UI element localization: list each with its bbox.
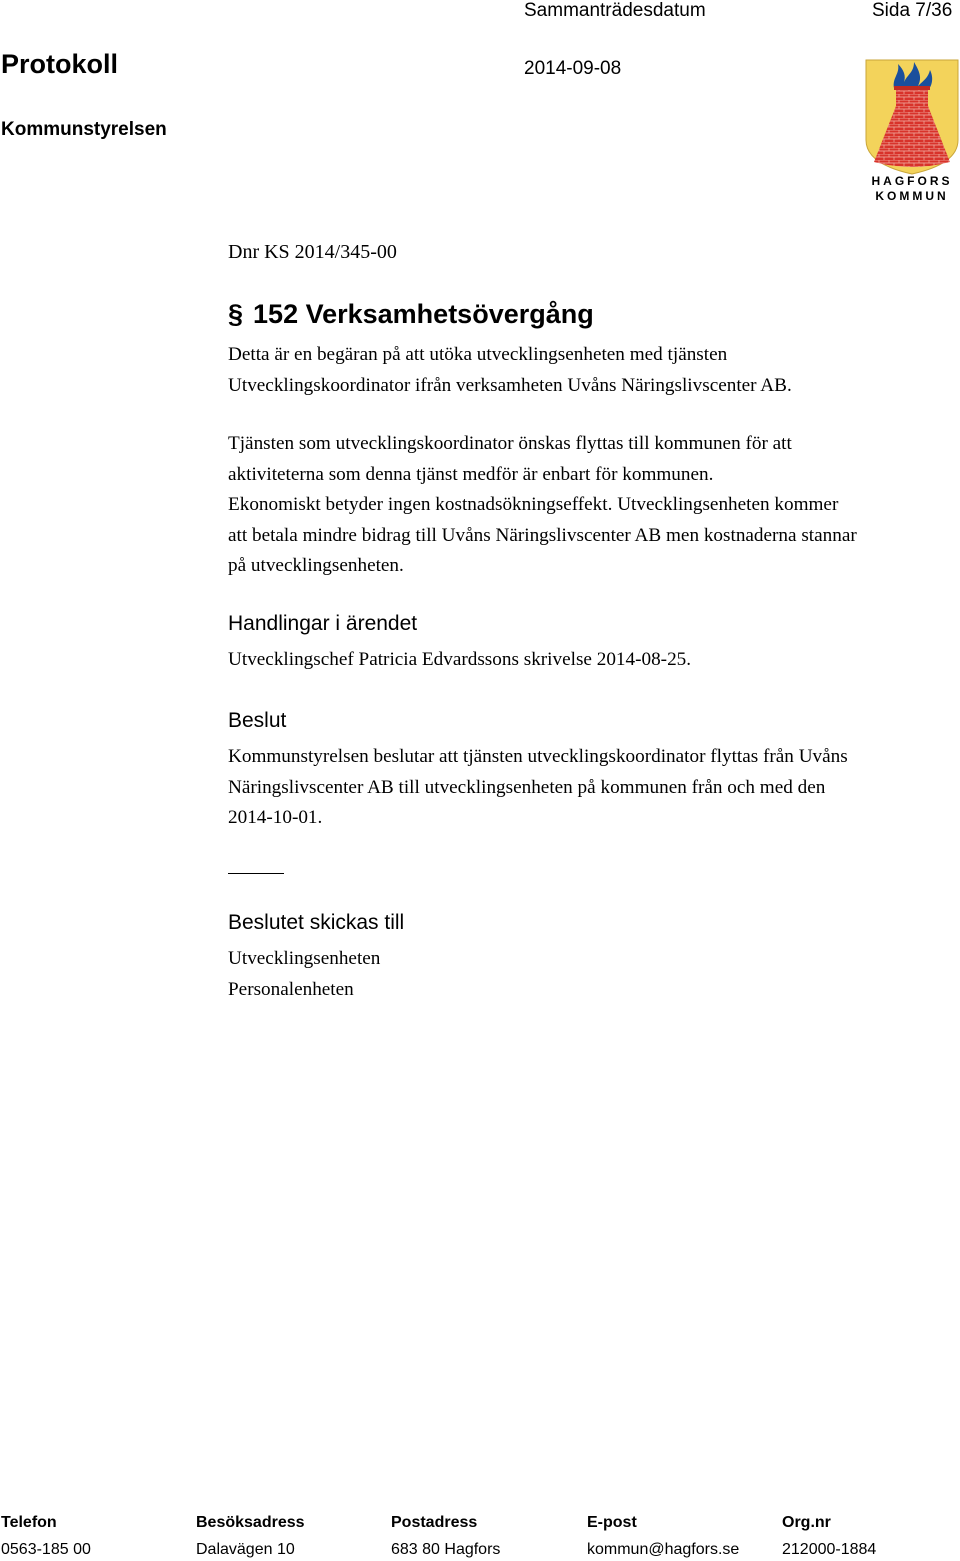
logo-text-line-2: KOMMUN — [875, 189, 949, 203]
meeting-date: 2014-09-08 — [524, 58, 622, 79]
footer-label-postal-address: Postadress — [391, 1514, 478, 1531]
description-paragraph — [228, 429, 958, 582]
section-title-text: 152 Verksamhetsövergång — [253, 299, 594, 329]
paragraph-line: Kommunstyrelsen beslutar att tjänsten utvecklingskoordinator flyttas från Uvåns — [228, 746, 848, 767]
footer-email[interactable]: kommun@hagfors.se — [587, 1541, 740, 1558]
documents-heading: Handlingar i ärendet — [228, 612, 418, 635]
paragraph-line: 2014-10-01. — [228, 807, 323, 828]
paragraph-line: Detta är en begäran på att utöka utvecklingsenheten med tjänsten — [228, 344, 728, 365]
meeting-date-label: Sammanträdesdatum — [524, 0, 706, 21]
organization-name: Kommunstyrelsen — [1, 119, 167, 140]
paragraph-line: Utvecklingskoordinator ifrån verksamheten Uvåns Näringslivscenter AB. — [228, 374, 792, 396]
footer-label-visiting-address: Besöksadress — [196, 1514, 305, 1531]
footer-label-phone: Telefon — [1, 1514, 57, 1531]
footer-org-number: 212000-1884 — [782, 1541, 877, 1558]
hagfors-kommun-logo — [864, 58, 960, 204]
footer-label-org-number: Org.nr — [782, 1514, 831, 1531]
footer-label-email: E-post — [587, 1514, 637, 1531]
section-symbol: § — [228, 299, 244, 329]
section-title — [228, 298, 594, 330]
recipients-list — [228, 944, 958, 1005]
intro-paragraph — [228, 340, 958, 401]
case-number: Dnr KS 2014/345-00 — [228, 241, 397, 263]
page-number: Sida 7/36 — [872, 0, 953, 21]
separator-line — [228, 873, 284, 874]
footer-phone: 0563-185 00 — [1, 1541, 91, 1558]
footer-postal-address: 683 80 Hagfors — [391, 1541, 501, 1558]
paragraph-line: Tjänsten som utvecklingskoordinator önskas flyttas till kommunen för att — [228, 433, 792, 454]
document-type: Protokoll — [1, 49, 119, 79]
paragraph-line: Utvecklingschef Patricia Edvardssons skrivelse 2014-08-25. — [228, 649, 692, 670]
paragraph-line: på utvecklingsenheten. — [228, 555, 404, 576]
recipient: Utvecklingsenheten — [228, 948, 381, 969]
decision-heading: Beslut — [228, 709, 287, 732]
paragraph-line: Ekonomiskt betyder ingen kostnadsökningseffekt. Utvecklingsenheten kommer — [228, 494, 839, 515]
sent-to-heading: Beslutet skickas till — [228, 911, 405, 934]
recipient: Personalenheten — [228, 978, 354, 1000]
documents-paragraph — [228, 645, 958, 676]
logo-text-line-1: HAGFORS — [871, 174, 953, 188]
footer-visiting-address: Dalavägen 10 — [196, 1541, 295, 1558]
paragraph-line: att betala mindre bidrag till Uvåns Näringslivscenter AB men kostnaderna stannar — [228, 524, 857, 546]
paragraph-line: aktiviteterna som denna tjänst medför är enbart för kommunen. — [228, 463, 714, 485]
paragraph-line: Näringslivscenter AB till utvecklingsenheten på kommunen från och med den — [228, 776, 826, 798]
decision-paragraph — [228, 742, 958, 834]
